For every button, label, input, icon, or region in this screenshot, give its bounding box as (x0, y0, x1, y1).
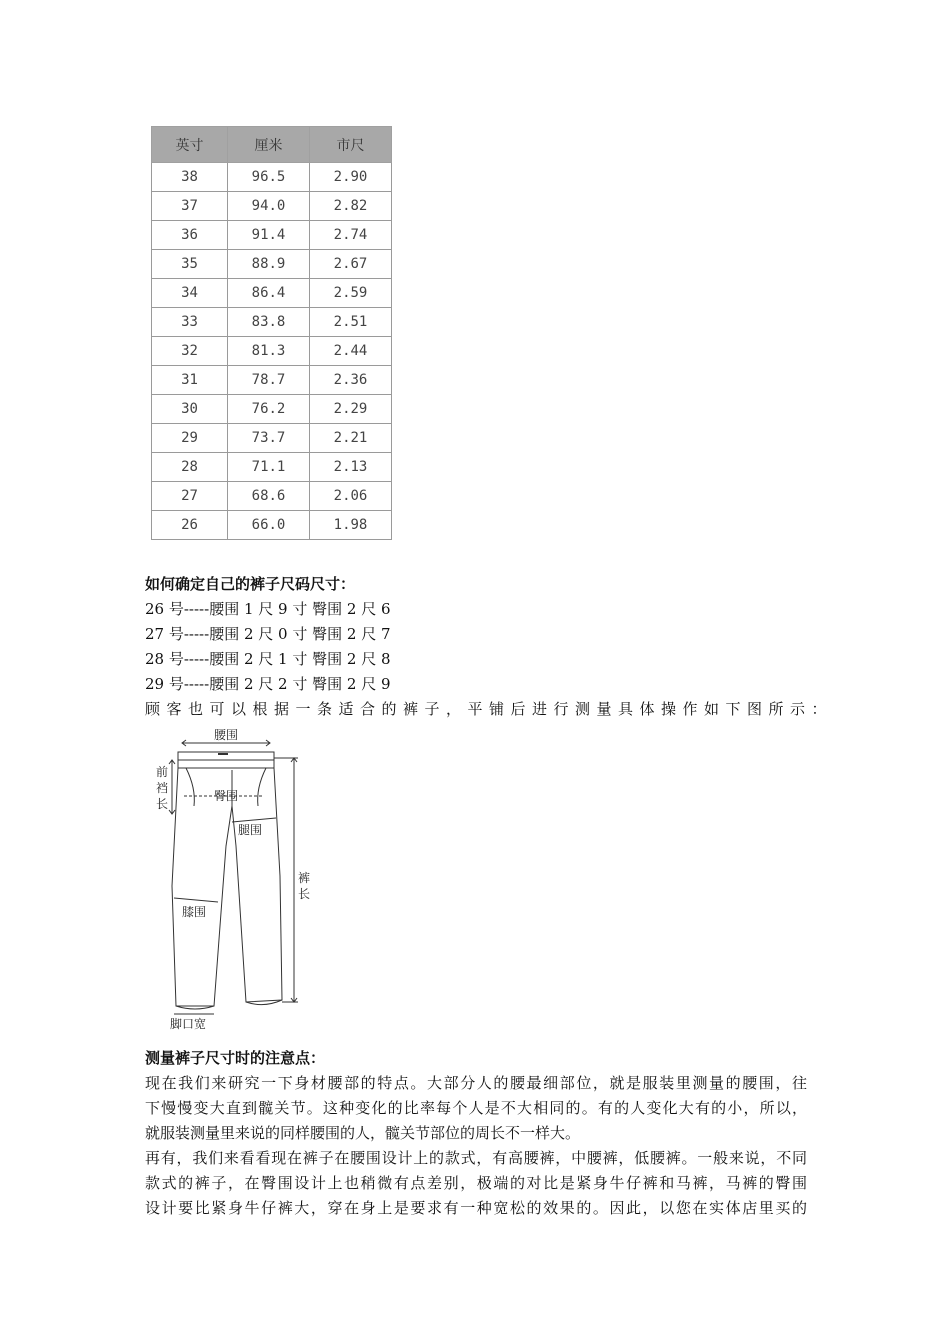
label-front-rise-3: 长 (156, 797, 169, 811)
size-line-28: 28 号-----腰围 2 尺 1 寸 臀围 2 尺 8 (145, 650, 391, 668)
label-thigh: 腿围 (238, 823, 263, 837)
table-row (152, 163, 392, 192)
table-row (152, 308, 392, 337)
cell-chi: 2.06 (310, 482, 392, 511)
cell-inch: 31 (152, 366, 228, 395)
table-row (152, 482, 392, 511)
cell-inch: 33 (152, 308, 228, 337)
cell-chi: 1.98 (310, 511, 392, 540)
table-row (152, 511, 392, 540)
size-line-26: 26 号-----腰围 1 尺 9 寸 臀围 2 尺 6 (145, 600, 391, 618)
pants-measurement-diagram (150, 726, 330, 1032)
label-front-rise-1: 前 (156, 765, 169, 779)
cell-cm: 88.9 (228, 250, 310, 279)
p2-line-1: 再有，我们来看看现在裤子在腰围设计上的款式，有高腰裤，中腰裤，低腰裤。一般来说，不同 (145, 1149, 807, 1167)
cell-inch: 38 (152, 163, 228, 192)
label-hem: 脚口宽 (170, 1017, 207, 1031)
header-cm: 厘米 (228, 127, 310, 163)
label-front-rise-2: 裆 (156, 781, 169, 795)
cell-inch: 29 (152, 424, 228, 453)
cell-inch: 35 (152, 250, 228, 279)
cell-inch: 36 (152, 221, 228, 250)
table-row (152, 424, 392, 453)
table-row (152, 395, 392, 424)
section2-heading: 测量裤子尺寸时的注意点： (145, 1049, 326, 1067)
cell-chi: 2.21 (310, 424, 392, 453)
cell-chi: 2.44 (310, 337, 392, 366)
table-row (152, 453, 392, 482)
cell-chi: 2.59 (310, 279, 392, 308)
cell-cm: 73.7 (228, 424, 310, 453)
cell-inch: 30 (152, 395, 228, 424)
header-chi: 市尺 (310, 127, 392, 163)
table-row (152, 192, 392, 221)
label-knee: 膝围 (182, 905, 207, 919)
table-row (152, 279, 392, 308)
cell-cm: 86.4 (228, 279, 310, 308)
label-length-2: 长 (298, 887, 311, 901)
label-hip: 臀围 (214, 789, 239, 803)
cell-cm: 76.2 (228, 395, 310, 424)
cell-chi: 2.36 (310, 366, 392, 395)
header-inch: 英寸 (152, 127, 228, 163)
cell-cm: 94.0 (228, 192, 310, 221)
cell-chi: 2.67 (310, 250, 392, 279)
cell-inch: 37 (152, 192, 228, 221)
cell-cm: 96.5 (228, 163, 310, 192)
p2-line-2: 款式的裤子，在臀围设计上也稍微有点差别，极端的对比是紧身牛仔裤和马裤，马裤的臀围 (145, 1174, 807, 1192)
cell-cm: 83.8 (228, 308, 310, 337)
table-header-row (152, 127, 392, 163)
label-waist: 腰围 (214, 728, 239, 742)
p1-line-2: 下慢慢变大直到髋关节。这种变化的比率每个人是不大相同的。有的人变化大有的小，所以， (145, 1099, 807, 1117)
size-line-27: 27 号-----腰围 2 尺 0 寸 臀围 2 尺 7 (145, 625, 391, 643)
p1-line-1: 现在我们来研究一下身材腰部的特点。大部分人的腰最细部位，就是服装里测量的腰围，往 (145, 1074, 807, 1092)
section1-heading: 如何确定自己的裤子尺码尺寸： (145, 575, 356, 593)
cell-inch: 32 (152, 337, 228, 366)
p1-line-3: 就服装测量里来说的同样腰围的人，髋关节部位的周长不一样大。 (145, 1124, 581, 1142)
table-row (152, 337, 392, 366)
cell-chi: 2.74 (310, 221, 392, 250)
cell-chi: 2.29 (310, 395, 392, 424)
cell-chi: 2.90 (310, 163, 392, 192)
table-body (152, 163, 392, 540)
table-row (152, 250, 392, 279)
cell-cm: 91.4 (228, 221, 310, 250)
label-length-1: 裤 (298, 871, 311, 885)
cell-inch: 26 (152, 511, 228, 540)
cell-cm: 71.1 (228, 453, 310, 482)
p2-line-3: 设计要比紧身牛仔裤大，穿在身上是要求有一种宽松的效果的。因此，以您在实体店里买的 (145, 1199, 807, 1217)
table-row (152, 366, 392, 395)
cell-chi: 2.82 (310, 192, 392, 221)
cell-cm: 81.3 (228, 337, 310, 366)
cell-inch: 28 (152, 453, 228, 482)
cell-inch: 34 (152, 279, 228, 308)
measure-intro: 顾客也可以根据一条适合的裤子，平铺后进行测量具体操作如下图所示： (145, 700, 834, 718)
size-conversion-table (151, 126, 392, 540)
cell-chi: 2.13 (310, 453, 392, 482)
cell-cm: 68.6 (228, 482, 310, 511)
cell-chi: 2.51 (310, 308, 392, 337)
table-row (152, 221, 392, 250)
cell-cm: 78.7 (228, 366, 310, 395)
size-line-29: 29 号-----腰围 2 尺 2 寸 臀围 2 尺 9 (145, 675, 391, 693)
cell-cm: 66.0 (228, 511, 310, 540)
cell-inch: 27 (152, 482, 228, 511)
